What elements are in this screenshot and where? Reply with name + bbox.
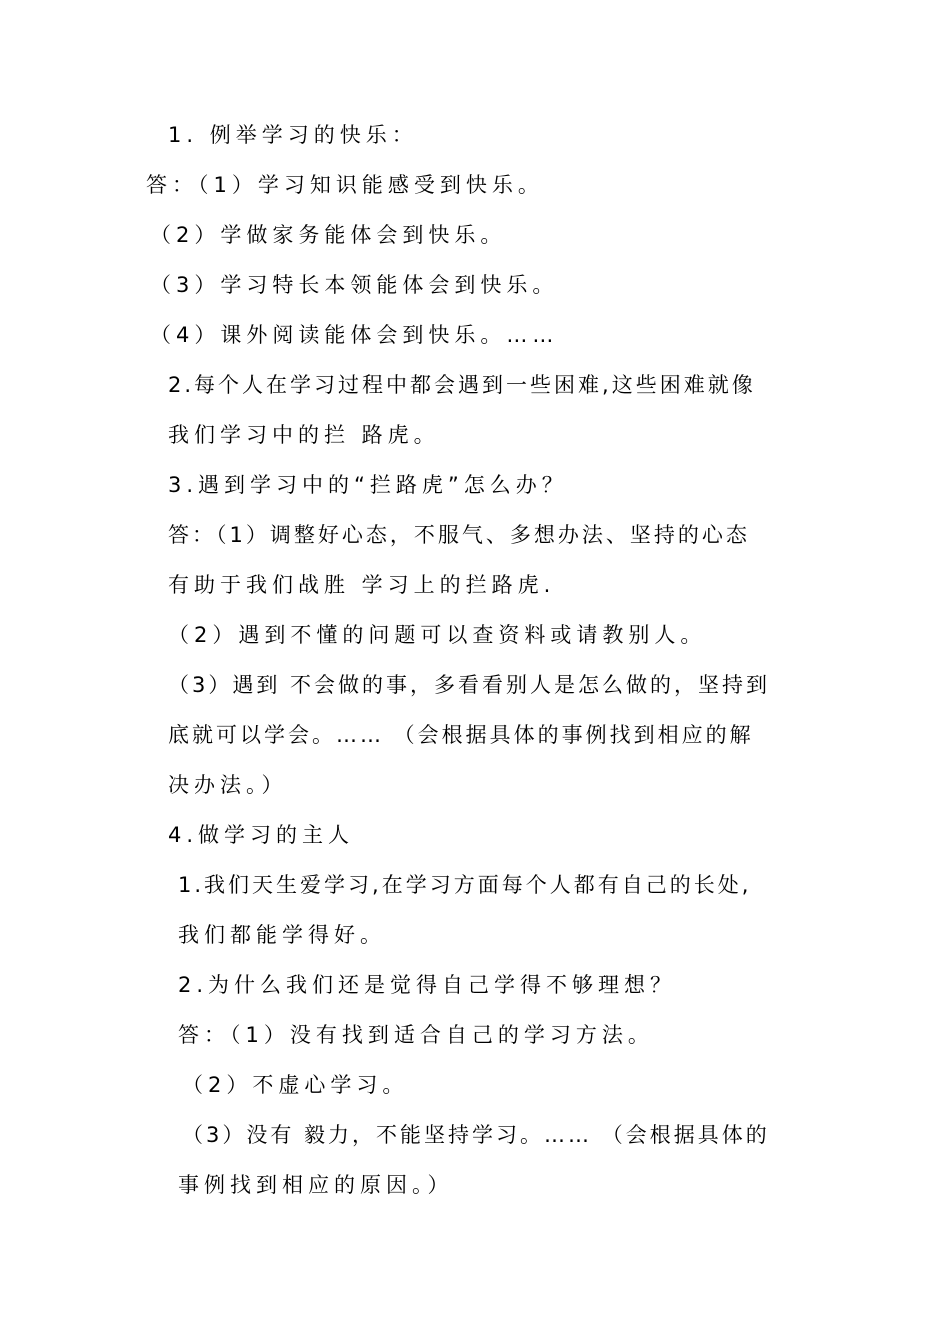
answer-1-item-4: （4）课外阅读能体会到快乐。…… — [150, 323, 559, 347]
section-4-point-2: 2.为什么我们还是觉得自己学得不够理想？ — [178, 973, 677, 997]
answer-3-item-3-end: 决办法。） — [168, 773, 288, 797]
answer-4-item-1: 答：（1）没有找到适合自己的学习方法。 — [178, 1023, 654, 1047]
answer-1-item-2: （2）学做家务能体会到快乐。 — [150, 223, 507, 247]
section-1-heading: 1. 例举学习的快乐： — [168, 123, 418, 147]
answer-3-item-2: （2）遇到不懂的问题可以查资料或请教别人。 — [168, 623, 707, 647]
answer-4-item-3: （3）没有 毅力，不能坚持学习。…… （会根据具体的 — [182, 1123, 770, 1147]
answer-3-item-3-cont: 底就可以学会。…… （会根据具体的事例找到相应的解 — [168, 723, 754, 747]
answer-3-item-1-cont: 有助于我们战胜 学习上的拦路虎. — [168, 573, 556, 597]
section-4-point-1: 1.我们天生爱学习,在学习方面每个人都有自己的长处, — [178, 873, 752, 897]
answer-4-item-3-cont: 事例找到相应的原因。） — [178, 1173, 454, 1197]
section-2-text-cont: 我们学习中的拦 路虎。 — [168, 423, 440, 447]
answer-3-item-1: 答：（1）调整好心态，不服气、多想办法、坚持的心态 — [168, 523, 750, 547]
answer-1-item-3: （3）学习特长本领能体会到快乐。 — [150, 273, 559, 297]
answer-3-item-3: （3）遇到 不会做的事，多看看别人是怎么做的，坚持到 — [168, 673, 771, 697]
section-4-heading: 4.做学习的主人 — [168, 823, 355, 847]
answer-4-item-2: （2）不虚心学习。 — [182, 1073, 409, 1097]
answer-1-item-1: 答：（1）学习知识能感受到快乐。 — [146, 173, 544, 197]
section-2-text: 2.每个人在学习过程中都会遇到一些困难,这些困难就像 — [168, 373, 756, 397]
section-4-point-1-cont: 我们都能学得好。 — [178, 923, 386, 947]
section-3-heading: 3.遇到学习中的“拦路虎”怎么办？ — [168, 473, 568, 497]
